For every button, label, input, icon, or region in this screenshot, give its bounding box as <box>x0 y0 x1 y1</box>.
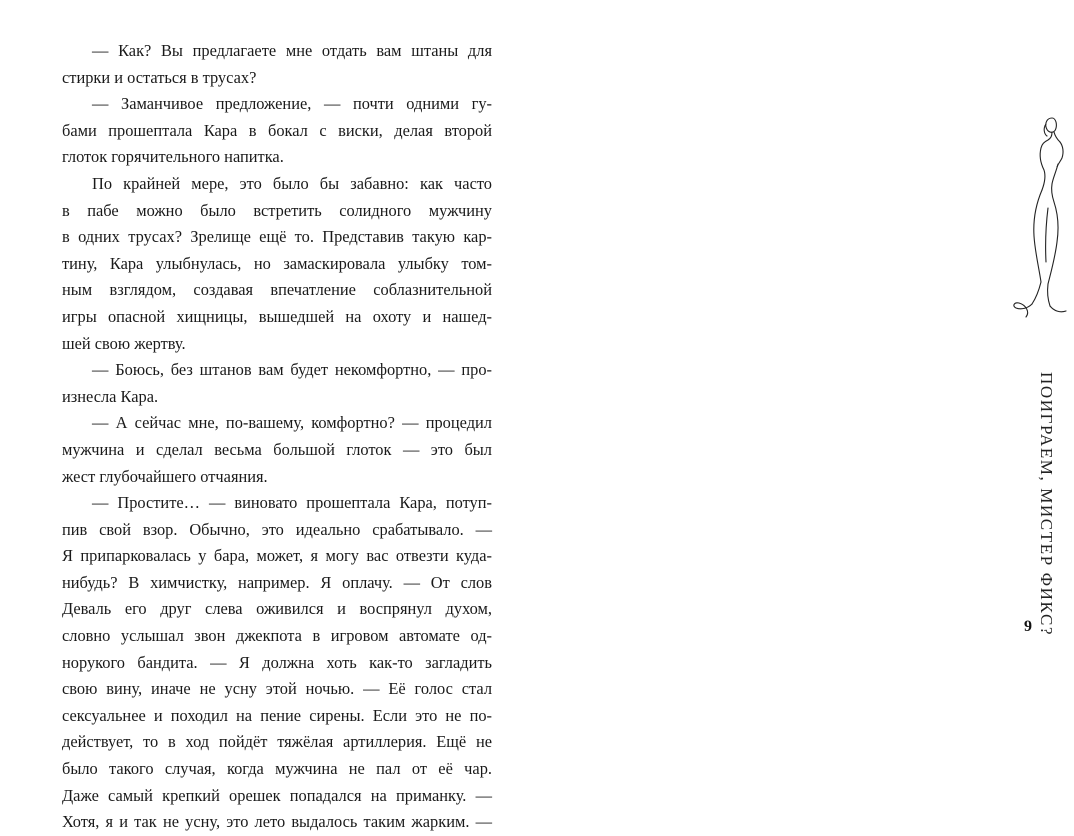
text-line: тину, Кара улыбнулась, но замаскировала улыбку том- <box>62 253 492 273</box>
text-line: шей свою жертву. <box>62 333 186 353</box>
text-line: жест глубочайшего отчаяния. <box>62 466 268 486</box>
text-line: пив свой взор. Обычно, это идеально срабатывало. — <box>62 519 492 539</box>
text-line: стирки и остаться в трусах? <box>62 67 257 87</box>
text-line: в пабе можно было встретить солидного мужчину <box>62 200 492 220</box>
text-line: мужчина и сделал весьма большой глоток — это был <box>62 439 492 459</box>
text-line: — Боюсь, без штанов вам будет некомфортно, — про- <box>92 360 492 380</box>
text-line: игры опасной хищницы, вышедшей на охоту и нашед- <box>62 306 492 326</box>
text-line: норукого бандита. — Я должна хоть как-то загладить <box>62 652 492 672</box>
text-line: — Заманчивое предложение, — почти одними гу- <box>92 94 492 114</box>
text-line: По крайней мере, это было бы забавно: как часто <box>92 173 492 193</box>
text-line: Хотя, я и так не усну, это лето выдалось таким жарким. — <box>62 812 492 832</box>
text-line: нибудь? В химчистку, например. Я оплачу. — От слов <box>62 572 492 592</box>
text-line: ным взглядом, создавая впечатление соблазнительной <box>62 280 492 300</box>
body-text <box>62 38 492 836</box>
woman-silhouette-icon <box>1008 112 1074 322</box>
text-line: Деваль его друг слева оживился и воспрянул духом, <box>62 599 492 619</box>
text-line: словно услышал звон джекпота в игровом автомате од- <box>62 626 492 646</box>
text-line: действует, то в ход пойдёт тяжёлая артиллерия. Ещё не <box>62 732 492 752</box>
text-line: — Как? Вы предлагаете мне отдать вам штаны для <box>92 41 492 60</box>
text-line: изнесла Кара. <box>62 386 159 406</box>
text-line: было такого случая, когда мужчина не пал от её чар. <box>62 759 492 779</box>
running-title: ПОИГРАЕМ, МИСТЕР ФИКС? <box>1037 372 1056 637</box>
text-line: — А сейчас мне, по-вашему, комфортно? — процедил <box>92 413 492 433</box>
text-line: бами прошептала Кара в бокал с виски, делая второй <box>62 120 492 140</box>
text-line: свою вину, иначе не усну этой ночью. — Её голос стал <box>62 679 492 699</box>
text-line: глоток горячительного напитка. <box>62 147 284 167</box>
text-line: Даже самый крепкий орешек попадался на приманку. — <box>62 785 492 805</box>
text-line: Я припарковалась у бара, может, я могу вас отвезти куда- <box>62 546 492 566</box>
text-line: сексуальнее и походил на пение сирены. Если это не по- <box>62 705 492 725</box>
text-line: — Простите… — виновато прошептала Кара, потуп- <box>92 493 492 513</box>
page-number: 9 <box>1024 618 1032 635</box>
page-margin-sidebar <box>500 0 1056 750</box>
text-line: в одних трусах? Зрелище ещё то. Представив такую кар- <box>62 227 492 247</box>
